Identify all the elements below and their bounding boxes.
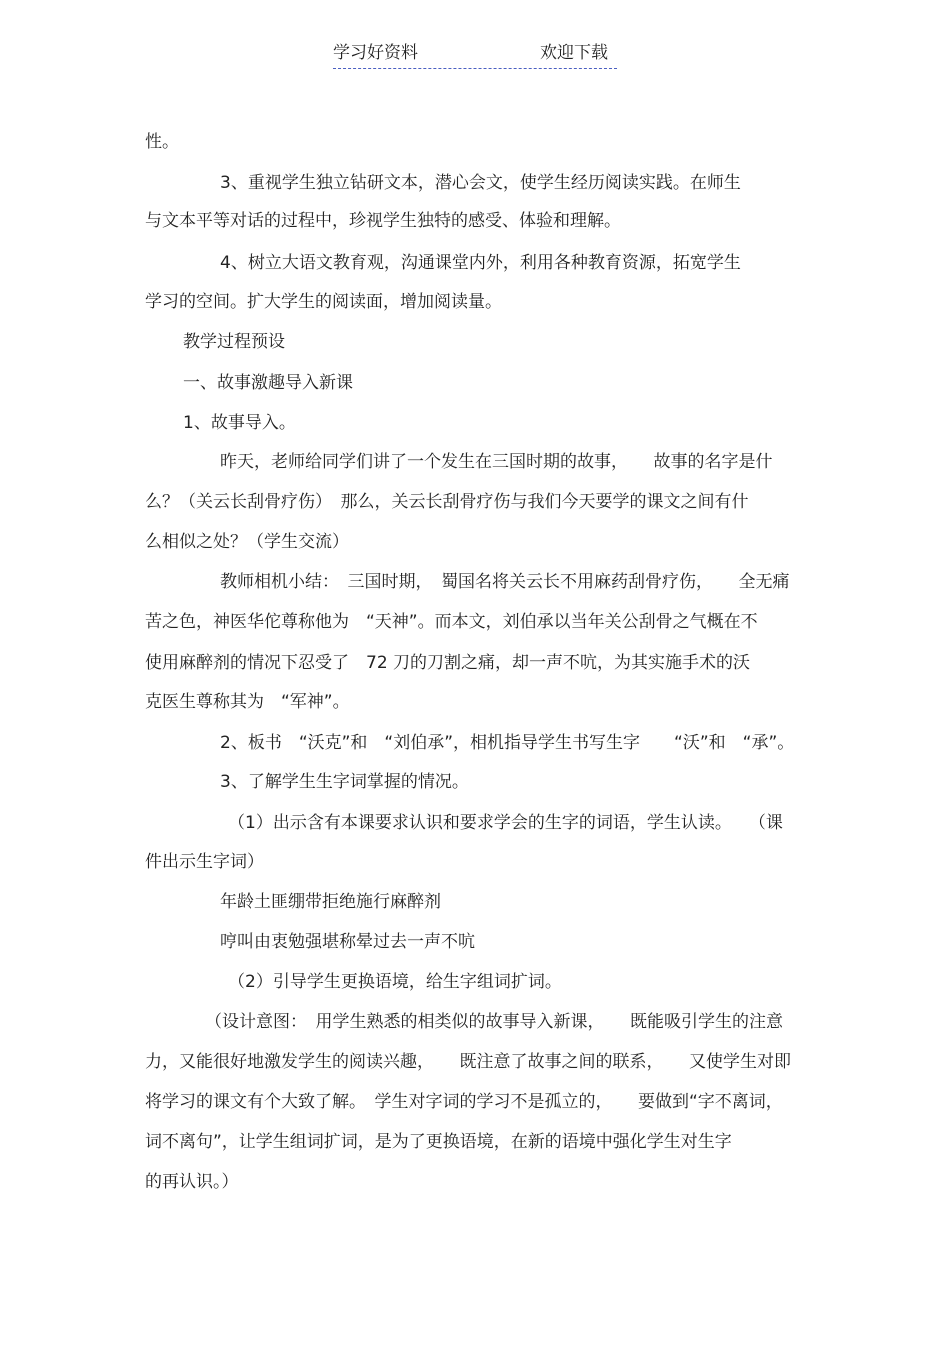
text-line: 苦之色，神医华佗尊称他为 “天神”。而本文，刘伯承以当年关公刮骨之气概在不 — [145, 612, 758, 632]
text-line: 力，又能很好地激发学生的阅读兴趣， 既注意了故事之间的联系， 又使学生对即 — [145, 1052, 791, 1072]
text-line: （设计意图： 用学生熟悉的相类似的故事导入新课， 既能吸引学生的注意 — [205, 1012, 783, 1032]
page-header — [333, 40, 617, 69]
section-heading: 教学过程预设 — [183, 332, 285, 352]
text-line: 克医生尊称其为 “军神”。 — [145, 692, 350, 712]
text-line: 使用麻醉剂的情况下忍受了 72 刀的刀割之痛，却一声不吭，为其实施手术的沃 — [145, 653, 751, 673]
text-line: 昨天，老师给同学们讲了一个发生在三国时期的故事， 故事的名字是什 — [220, 452, 773, 472]
text-line: 么相似之处？（学生交流） — [145, 532, 349, 552]
text-line: 教师相机小结： 三国时期， 蜀国名将关云长不用麻药刮骨疗伤， 全无痛 — [220, 572, 790, 592]
text-line: （2）引导学生更换语境，给生字组词扩词。 — [228, 972, 562, 992]
text-line: 1、故事导入。 — [183, 413, 296, 433]
text-line: 将学习的课文有个大致了解。 学生对字词的学习不是孤立的， 要做到“字不离词， — [145, 1092, 783, 1112]
text-line: 学习的空间。扩大学生的阅读面，增加阅读量。 — [145, 292, 502, 312]
header-left-text: 学习好资料 — [333, 43, 418, 63]
text-line: 4、树立大语文教育观，沟通课堂内外，利用各种教育资源，拓宽学生 — [220, 253, 741, 273]
text-line: 与文本平等对话的过程中，珍视学生独特的感受、体验和理解。 — [145, 211, 621, 231]
text-line: 2、板书 “沃克”和 “刘伯承”，相机指导学生书写生字 “沃”和 “承”。 — [220, 733, 795, 753]
vocab-line: 哼叫由衷勉强堪称晕过去一声不吭 — [220, 932, 475, 952]
text-line: 词不离句”，让学生组词扩词，是为了更换语境，在新的语境中强化学生对生字 — [145, 1132, 732, 1152]
section-heading: 一、故事激趣导入新课 — [183, 373, 353, 393]
text-line: 性。 — [145, 132, 179, 152]
text-line: 件出示生字词） — [145, 852, 264, 872]
text-line: 3、了解学生生字词掌握的情况。 — [220, 772, 469, 792]
vocab-line: 年龄土匪绷带拒绝施行麻醉剂 — [220, 892, 441, 912]
header-right-text: 欢迎下载 — [540, 43, 608, 63]
text-line: 么？（关云长刮骨疗伤） 那么，关云长刮骨疗伤与我们今天要学的课文之间有什 — [145, 492, 749, 512]
text-line: 的再认识。） — [145, 1172, 239, 1192]
text-line: 3、重视学生独立钻研文本，潜心会文，使学生经历阅读实践。在师生 — [220, 173, 741, 193]
text-line: （1）出示含有本课要求认识和要求学会的生字的词语，学生认读。 （课 — [228, 813, 783, 833]
